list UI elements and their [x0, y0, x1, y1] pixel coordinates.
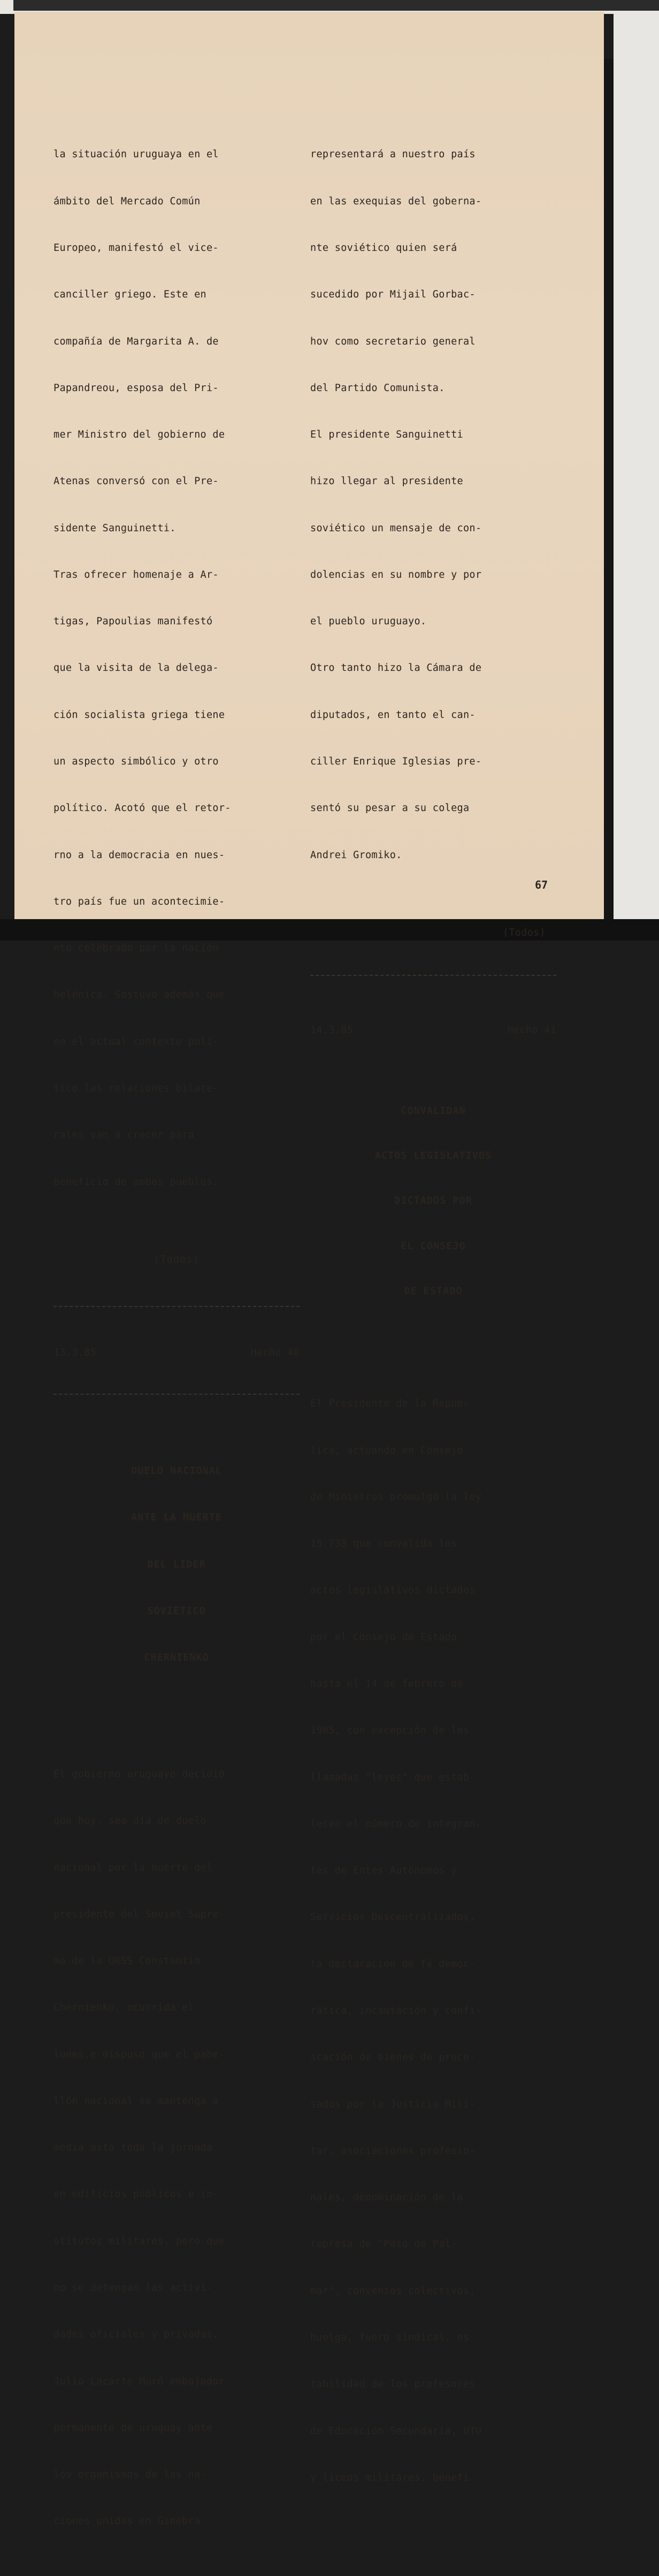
headline-line: SOVIETICO: [147, 1606, 206, 1617]
text-line: hov como secretario general: [310, 335, 476, 347]
text-line: dolencias en su nombre y por: [310, 569, 482, 580]
text-line: de Educación Secundaria, UTU: [310, 2425, 482, 2437]
section-divider: [53, 1394, 300, 1395]
text-line: no se detengan las activi-: [53, 2282, 213, 2294]
text-line: sados por la Justicia Mili-: [310, 2098, 476, 2110]
text-line: dades oficiales y privadas.: [53, 2329, 219, 2341]
article-2-title: [53, 1432, 300, 1697]
text-line: permanente de uruguay ante: [53, 2422, 213, 2434]
text-line: El presidente Sanguinetti: [310, 429, 463, 441]
article-meta: [310, 1022, 556, 1038]
headline-line: CHERNIENKO: [144, 1652, 209, 1664]
article-hecho: Hecho 41: [507, 1024, 556, 1036]
headline-line: DE ESTADO: [404, 1285, 463, 1297]
text-line: político. Acotó que el retor-: [53, 802, 231, 814]
text-line: El gobierno uruguayo decidió: [53, 1768, 225, 1780]
text-line: Papandreou, esposa del Pri-: [53, 382, 219, 394]
text-line: la situación uruguaya en el: [53, 149, 219, 160]
text-line: tico las relaciones bilate-: [53, 1083, 219, 1094]
text-line: Andrei Gromiko.: [310, 849, 402, 861]
text-line: nacional por la muerte del: [53, 1862, 213, 1874]
text-line: tigas, Papoulias manifestó: [53, 616, 213, 628]
text-line: mo de la URSS Constantin: [53, 1955, 201, 1967]
text-line: 15.738 que convalida los: [310, 1538, 457, 1550]
text-line: nto celebrado por la nación: [53, 943, 219, 954]
text-line: sidente Sanguinetti.: [53, 522, 176, 534]
text-line: Servicios Descentralizados,: [310, 1912, 476, 1923]
text-line: nte soviético quien será: [310, 242, 457, 254]
text-line: Europeo, manifestó el vice-: [53, 242, 219, 254]
text-line: representará a nuestro país: [310, 149, 476, 160]
page-number: 67: [535, 878, 548, 891]
left-column: [53, 85, 300, 2576]
headline-line: DUELO NACIONAL: [131, 1465, 222, 1477]
text-line: sucedido por Mijail Gorbac-: [310, 289, 476, 301]
text-line: El Presidente de la Repúb-: [310, 1398, 470, 1410]
article-date: 13.3.85: [53, 1347, 97, 1358]
text-line: rno a la democracia en nues-: [53, 849, 225, 861]
article-1-body: [53, 116, 300, 1221]
text-line: rática, incautación y confi-: [310, 2005, 482, 2016]
text-line: media asta toda la jornada: [53, 2142, 213, 2154]
section-divider: [53, 1306, 300, 1307]
text-line: de Ministros promulgó la ley: [310, 1491, 482, 1503]
text-line: un aspecto simbólico y otro: [53, 756, 219, 768]
text-line: Atenas conversó con el Pre-: [53, 476, 219, 487]
text-line: compañía de Margarita A. de: [53, 335, 219, 347]
text-line: mer Ministro del gobierno de: [53, 429, 225, 441]
text-line: actos legislativos dictados: [310, 1585, 476, 1596]
source-credit: (Todos): [502, 927, 546, 939]
text-line: ciller Enrique Iglesias pre-: [310, 756, 482, 768]
source-credit: (Todos): [154, 1254, 200, 1266]
text-line: tro país fue un acontecimie-: [53, 896, 225, 907]
right-column: [310, 85, 556, 2532]
text-line: hasta el 14 de febrero de: [310, 1678, 463, 1690]
text-line: lica, actuando en Consejo: [310, 1444, 463, 1456]
article-3-title: [310, 1073, 556, 1329]
text-line: y liceos militares. benefi: [310, 2472, 470, 2483]
scan-right-edge: [614, 12, 659, 919]
text-line: canciller griego. Este en: [53, 289, 206, 301]
text-line: llamadas "leyes" que estab-: [310, 1771, 476, 1783]
text-line: llón nacional se mantenga a: [53, 2095, 219, 2107]
article-2-continued: [310, 116, 556, 894]
text-line: Julio Lacarte Muró embajador: [53, 2375, 225, 2387]
article-meta: [53, 1345, 300, 1360]
text-line: stitutos militares, pero que: [53, 2235, 225, 2247]
article-2-body: [53, 1736, 300, 2560]
text-line: Tras ofrecer homenaje a Ar-: [53, 569, 219, 580]
text-line: los organismos de las na-: [53, 2469, 206, 2481]
headline-line: EL CONSEJO: [401, 1240, 466, 1252]
section-divider: [310, 975, 556, 976]
text-line: el pueblo uruguayo.: [310, 616, 427, 628]
text-line: en edificios públicos e in-: [53, 2189, 219, 2200]
text-line: lunes.e dispuso que el pabe-: [53, 2048, 225, 2060]
headline-line: DEL LIDER: [147, 1558, 206, 1570]
text-line: Otro tanto hizo la Cámara de: [310, 662, 482, 674]
text-line: Chernienko, ocurrida el: [53, 2002, 195, 2014]
article-date: 14.3.85: [310, 1024, 354, 1036]
article-3-body: [310, 1365, 556, 2517]
text-line: beneficio de ambos pueblos.: [53, 1176, 219, 1188]
text-line: ción socialista griega tiene: [53, 709, 225, 721]
text-line: del Partido Comunista.: [310, 382, 445, 394]
text-line: huelga, fuero sindical, es-: [310, 2332, 476, 2343]
text-line: ámbito del Mercado Común: [53, 195, 201, 207]
headline-line: DICTADOS POR: [394, 1195, 472, 1207]
text-line: que la visita de la delega-: [53, 662, 219, 674]
text-line: helénica. Sostuvo además que: [53, 989, 225, 1001]
text-line: soviético un mensaje de con-: [310, 522, 482, 534]
text-line: sentó su pesar a su colega: [310, 802, 470, 814]
text-line: diputados, en tanto el can-: [310, 709, 476, 721]
text-line: hizo llegar al presidente: [310, 476, 463, 487]
text-line: tes de Entes Autónomos y: [310, 1865, 457, 1877]
headline-line: CONVALIDAN: [401, 1105, 466, 1117]
text-line: en el actual contexto polí-: [53, 1036, 219, 1048]
text-line: nales, denominación de la: [310, 2192, 463, 2204]
scan-top-shadow: [13, 0, 659, 11]
headline-line: ACTOS LEGISLATIVOS: [374, 1150, 492, 1162]
text-line: ciones unidas en Ginebra: [53, 2516, 201, 2527]
article-hecho: Hecho 40: [250, 1347, 300, 1358]
text-line: por el Consejo de Estado: [310, 1631, 457, 1643]
headline-line: ANTE LA MUERTE: [131, 1512, 222, 1524]
text-line: 1985, con excepción de las: [310, 1725, 470, 1737]
text-line: la declaración de fé democ-: [310, 1958, 476, 1970]
text-line: lecen el número de integran-: [310, 1818, 482, 1830]
text-line: en las exequias del goberna-: [310, 195, 482, 207]
text-line: que hoy, sea día de duelo: [53, 1815, 206, 1827]
text-line: mar", convenios colectivos,: [310, 2285, 476, 2297]
scan-right-shadow: [604, 59, 614, 919]
text-line: presidente del Soviet Supre-: [53, 1908, 225, 1920]
text-line: scación de bienes de proce-: [310, 2052, 476, 2063]
text-line: represa de "Paso de Pal-: [310, 2238, 457, 2250]
text-line: rales van a crecer para: [53, 1129, 195, 1141]
text-line: tar, asociaciones profesio-: [310, 2145, 476, 2157]
text-line: tabilidad de los profesores: [310, 2379, 476, 2390]
